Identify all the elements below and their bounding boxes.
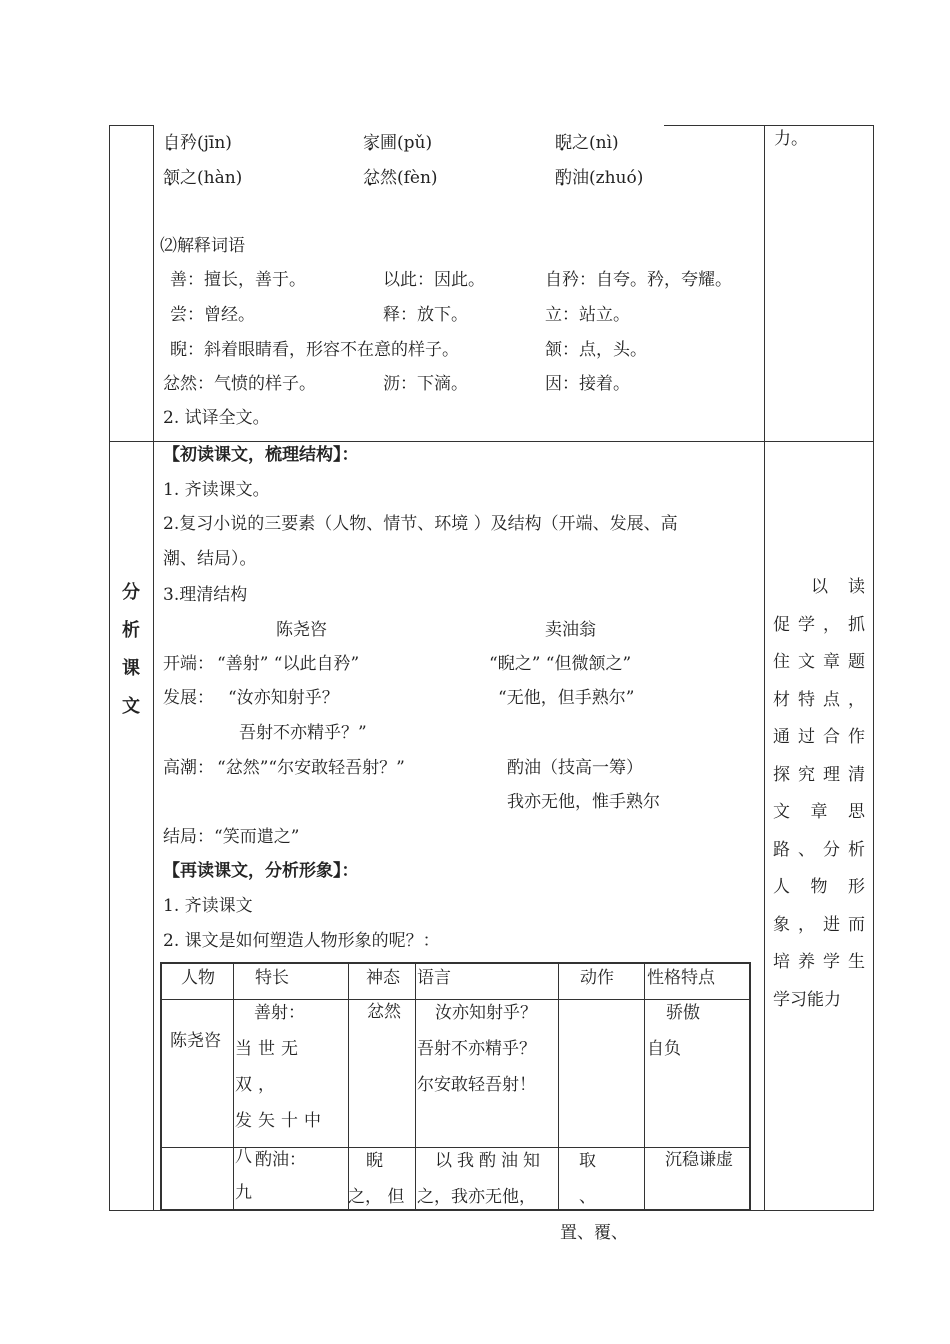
note-line: 探究理清: [773, 764, 865, 785]
table-cell-skill: 善射： 当世无双， 发矢十中八 九: [235, 1003, 327, 1203]
structure-right: “睨之” “但微颔之”: [489, 654, 632, 674]
explain-item: 释：放下。: [383, 305, 468, 325]
structure-end: 结局：“笑而遣之”: [163, 827, 300, 847]
table-cell-skill: 酌油：: [255, 1150, 306, 1170]
note-line: 材特点，: [773, 689, 865, 710]
table-header: 特长: [255, 968, 289, 988]
row-divider: [109, 441, 874, 442]
table-cell-look: 忿然: [367, 1002, 401, 1022]
table-line: [644, 962, 645, 1211]
pinyin-word: 酌油(zhuó): [555, 168, 644, 188]
note-line: 培养学生: [773, 952, 865, 972]
right-border: [873, 125, 874, 1211]
structure-head-left: 陈尧咨: [276, 620, 327, 640]
structure-right: 我亦无他，惟手熟尔: [507, 792, 660, 812]
table-cell-trait: 沉稳谦虚: [665, 1150, 733, 1170]
table-line: [233, 962, 234, 1211]
explain-item: 自矜：自夸。矜，夸耀。: [545, 270, 732, 290]
structure-head-right: 卖油翁: [545, 620, 596, 640]
pinyin-word: 睨之(nì): [555, 133, 619, 153]
second-item: 2. 课文是如何塑造人物形象的呢？：: [163, 931, 440, 951]
structure-right: “无他，但手熟尔”: [498, 688, 635, 708]
right-top-note: 力。: [774, 129, 808, 149]
explain-item: 颔：点，头。: [545, 340, 647, 360]
explain-item: 以此：因此。: [383, 270, 485, 290]
explain-item: 立：站立。: [545, 305, 630, 325]
first-item: 1. 齐读课文。: [163, 480, 270, 500]
second-heading: 【再读课文，分析形象】：: [163, 861, 359, 881]
table-header: 神态: [366, 968, 400, 988]
table-line: [749, 962, 751, 1211]
pinyin-word: 忿然(fèn): [363, 168, 438, 188]
note-line: 通过合作: [773, 727, 865, 747]
note-line: 促学，抓: [773, 614, 865, 635]
table-cell-speech: 汝亦知射乎？ 吾射不亦精乎？ 尔安敢轻吾射！: [417, 1003, 537, 1095]
note-line: 象，进而: [773, 914, 865, 935]
table-line: [415, 962, 416, 1211]
structure-left: “汝亦知射乎？: [228, 688, 339, 708]
table-cell-look: 睨 之， 但: [348, 1151, 405, 1207]
left-border: [109, 125, 110, 1211]
structure-right: 酌油（技高一筹）: [507, 758, 643, 778]
note-line: 人 物 形: [773, 877, 865, 897]
explain-item: 睨：斜着眼睛看，形容不在意的样子。: [170, 340, 459, 360]
note-line: 路、分析: [773, 839, 865, 860]
explain-item: 忿然：气愤的样子。: [163, 374, 316, 394]
first-item: 3.理清结构: [163, 585, 248, 605]
second-item: 1. 齐读课文: [163, 896, 253, 916]
pinyin-word: 自矜(jīn): [163, 133, 232, 153]
structure-left: “善射” “以此自矜”: [217, 654, 360, 674]
explain-item: 尝：曾经。: [170, 305, 255, 325]
table-header: 性格特点: [647, 968, 715, 988]
table-cell-speech: 以我酌油知 之，我亦无他，: [417, 1151, 545, 1207]
table-header: 语言: [417, 968, 451, 988]
structure-label: 开端：: [163, 654, 214, 674]
explain-heading: ⑵解释词语: [160, 236, 245, 256]
first-heading: 【初读课文，梳理结构】：: [163, 445, 359, 465]
top-border-right: [664, 125, 874, 126]
table-line: [160, 962, 162, 1211]
table-header: 人物: [181, 968, 215, 988]
table-header: 动作: [580, 968, 614, 988]
structure-left: “忿然”“尔安敢轻吾射？”: [217, 758, 405, 778]
col-divider-2: [764, 125, 765, 1211]
note-line: 以 读: [811, 577, 865, 597]
section-label-char: 析: [122, 620, 140, 641]
first-item: 2.复习小说的三要素（人物、情节、环境 ）及结构（开端、发展、高: [163, 514, 678, 534]
teaching-intent-note: [773, 569, 865, 1019]
pinyin-word: 颔之(hàn): [163, 168, 243, 188]
table-line: [160, 962, 751, 964]
section-label-char: 分: [122, 582, 140, 603]
structure-label: 高潮：: [163, 758, 214, 778]
note-line: 文 章 思: [773, 802, 865, 822]
section-label-char: 课: [122, 658, 140, 679]
top-border-left: [109, 125, 154, 126]
note-line: 住文章题: [773, 652, 865, 672]
note-line: 学习能力: [773, 989, 841, 1010]
explain-item: 善：擅长，善于。: [170, 270, 306, 290]
structure-label: 发展：: [163, 688, 214, 708]
section-label-char: 文: [122, 696, 140, 717]
table-cell-name: 陈尧咨: [170, 1031, 221, 1051]
translate-task: 2. 试译全文。: [163, 408, 270, 428]
first-item: 潮、结局）。: [163, 549, 257, 569]
structure-left: 吾射不亦精乎？”: [239, 723, 367, 743]
pinyin-word: 家圃(pǔ): [363, 133, 433, 153]
table-line: [558, 962, 559, 1211]
table-cell-trait: 骄傲 自负: [647, 1003, 700, 1059]
character-table: [160, 962, 751, 1243]
explain-item: 因：接着。: [545, 374, 630, 394]
table-cell-action: 取 、 置、覆、: [560, 1151, 628, 1243]
col-divider-1: [153, 125, 154, 1211]
explain-item: 沥：下滴。: [383, 374, 468, 394]
